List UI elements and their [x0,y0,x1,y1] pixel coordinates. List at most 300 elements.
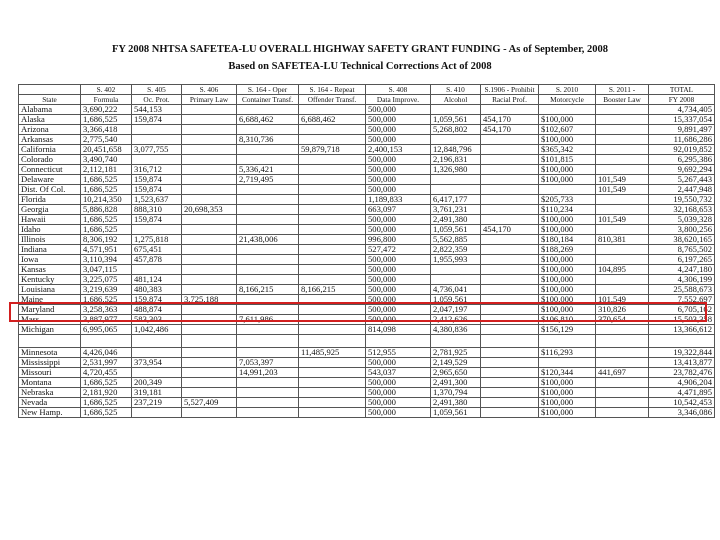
amount-cell: 1,686,525 [81,378,132,388]
amount-cell [596,245,649,255]
amount-cell: 5,527,409 [182,398,237,408]
amount-cell [596,285,649,295]
state-cell: Illinois [19,235,81,245]
amount-cell [237,205,299,215]
amount-cell [299,175,366,185]
amount-cell: 3,490,740 [81,155,132,165]
amount-cell: 500,000 [366,388,431,398]
amount-cell [481,408,539,418]
state-cell: Iowa [19,255,81,265]
total-cell: 6,295,386 [649,155,715,165]
amount-cell [237,275,299,285]
total-cell: 4,734,405 [649,105,715,115]
amount-cell: $116,293 [539,348,596,358]
spacer-row [19,335,715,348]
header-cell: S. 164 - Oper [237,85,299,95]
amount-cell: 480,383 [132,285,182,295]
total-cell: 4,471,895 [649,388,715,398]
table-row [19,165,715,175]
amount-cell [481,335,539,348]
header-cell: S. 406 [182,85,237,95]
total-cell: 13,413,877 [649,358,715,368]
amount-cell: 1,059,561 [431,225,481,235]
amount-cell: 454,170 [481,125,539,135]
table-body [19,105,715,418]
state-cell: Maine [19,295,81,305]
amount-cell [132,348,182,358]
amount-cell [182,275,237,285]
amount-cell: 500,000 [366,285,431,295]
amount-cell [132,265,182,275]
amount-cell: $102,607 [539,125,596,135]
amount-cell: 500,000 [366,265,431,275]
amount-cell [539,105,596,115]
amount-cell: 457,878 [132,255,182,265]
amount-cell [431,275,481,285]
header-cell: S.1906 - Prohibit [481,85,539,95]
amount-cell [596,348,649,358]
amount-cell: 2,491,380 [431,215,481,225]
amount-cell: 159,874 [132,115,182,125]
amount-cell [132,335,182,348]
amount-cell: 3,219,639 [81,285,132,295]
state-cell [19,335,81,348]
amount-cell: $188,269 [539,245,596,255]
amount-cell: 319,181 [132,388,182,398]
amount-cell: 454,170 [481,115,539,125]
amount-cell [596,155,649,165]
header-cell: Formula [81,95,132,105]
amount-cell: 8,306,192 [81,235,132,245]
amount-cell: $100,000 [539,165,596,175]
amount-cell: 3,366,418 [81,125,132,135]
state-cell: Kansas [19,265,81,275]
amount-cell [481,348,539,358]
total-cell: 15,337,054 [649,115,715,125]
amount-cell: $100,000 [539,175,596,185]
amount-cell: 10,214,350 [81,195,132,205]
amount-cell [182,265,237,275]
amount-cell: 159,874 [132,175,182,185]
amount-cell [132,135,182,145]
amount-cell: $156,129 [539,325,596,335]
amount-cell: $100,000 [539,285,596,295]
amount-cell: 1,059,561 [431,408,481,418]
amount-cell: 2,965,650 [431,368,481,378]
amount-cell: 373,954 [132,358,182,368]
table-row [19,145,715,155]
amount-cell [182,335,237,348]
table-row [19,368,715,378]
amount-cell: 6,417,177 [431,195,481,205]
amount-cell [481,265,539,275]
state-cell: Nebraska [19,388,81,398]
header-cell: Oc. Prot. [132,95,182,105]
amount-cell: $100,000 [539,305,596,315]
amount-cell [182,185,237,195]
amount-cell [481,255,539,265]
amount-cell [237,335,299,348]
amount-cell [481,398,539,408]
total-cell: 10,542,453 [649,398,715,408]
amount-cell [431,265,481,275]
table-row [19,195,715,205]
amount-cell: 1,059,561 [431,115,481,125]
amount-cell [481,185,539,195]
header-cell: S. 408 [366,85,431,95]
amount-cell: 4,380,836 [431,325,481,335]
amount-cell: 1,686,525 [81,175,132,185]
amount-cell: 12,848,796 [431,145,481,155]
amount-cell: 2,047,197 [431,305,481,315]
amount-cell [299,358,366,368]
amount-cell [237,255,299,265]
table-row [19,348,715,358]
state-cell: Connecticut [19,165,81,175]
amount-cell: $100,000 [539,275,596,285]
amount-cell [481,155,539,165]
amount-cell: $100,000 [539,215,596,225]
amount-cell [299,135,366,145]
amount-cell [481,325,539,335]
amount-cell: 3,725,188 [182,295,237,305]
state-cell: Dist. Of Col. [19,185,81,195]
amount-cell [481,388,539,398]
amount-cell: 3,761,231 [431,205,481,215]
header-cell [19,85,81,95]
amount-cell: 6,995,065 [81,325,132,335]
state-cell: Nevada [19,398,81,408]
amount-cell [539,358,596,368]
amount-cell [299,125,366,135]
amount-cell: 996,800 [366,235,431,245]
amount-cell [299,185,366,195]
amount-cell [299,388,366,398]
amount-cell [299,408,366,418]
amount-cell: 8,310,736 [237,135,299,145]
amount-cell [596,105,649,115]
amount-cell: 316,712 [132,165,182,175]
amount-cell [481,358,539,368]
state-cell: Mississippi [19,358,81,368]
amount-cell [237,408,299,418]
amount-cell [182,105,237,115]
amount-cell: 1,686,525 [81,215,132,225]
table-row [19,245,715,255]
amount-cell: 1,275,818 [132,235,182,245]
total-cell: 7,552,697 [649,295,715,305]
amount-cell: $106,810 [539,315,596,325]
amount-cell: 500,000 [366,125,431,135]
amount-cell: 500,000 [366,408,431,418]
header-cell: S. 410 [431,85,481,95]
amount-cell: 500,000 [366,105,431,115]
state-cell: Missouri [19,368,81,378]
header-row-section [19,85,715,95]
amount-cell [431,185,481,195]
amount-cell: 814,098 [366,325,431,335]
amount-cell [481,235,539,245]
header-cell: S. 2011 - [596,85,649,95]
amount-cell: 370,654 [596,315,649,325]
amount-cell [182,368,237,378]
amount-cell: $100,000 [539,265,596,275]
amount-cell [596,388,649,398]
amount-cell: 101,549 [596,175,649,185]
amount-cell: 1,059,561 [431,295,481,305]
amount-cell [596,255,649,265]
table-row [19,285,715,295]
amount-cell: 3,258,363 [81,305,132,315]
amount-cell: 1,370,794 [431,388,481,398]
amount-cell: 454,170 [481,225,539,235]
amount-cell [132,368,182,378]
header-cell: S. 405 [132,85,182,95]
amount-cell [182,235,237,245]
total-cell: 6,705,162 [649,305,715,315]
state-cell: Louisiana [19,285,81,295]
header-cell: Alcohol [431,95,481,105]
table-row [19,388,715,398]
table-row [19,125,715,135]
amount-cell [132,225,182,235]
amount-cell [182,215,237,225]
state-cell: California [19,145,81,155]
amount-cell [299,105,366,115]
amount-cell: 3,887,977 [81,315,132,325]
amount-cell: 2,822,359 [431,245,481,255]
amount-cell: $100,000 [539,225,596,235]
amount-cell [237,348,299,358]
header-cell: S. 402 [81,85,132,95]
table-row [19,265,715,275]
state-cell: Indiana [19,245,81,255]
amount-cell: 159,874 [132,185,182,195]
state-cell: Montana [19,378,81,388]
table-row [19,205,715,215]
amount-cell: 527,472 [366,245,431,255]
amount-cell [237,265,299,275]
amount-cell [481,285,539,295]
table-row [19,215,715,225]
amount-cell: 675,451 [132,245,182,255]
amount-cell: 6,688,462 [299,115,366,125]
table-row [19,105,715,115]
amount-cell [299,235,366,245]
highlight-box [9,302,707,322]
table-row [19,358,715,368]
amount-cell: 500,000 [366,295,431,305]
header-cell: Offender Transf. [299,95,366,105]
amount-cell [431,105,481,115]
amount-cell [481,195,539,205]
state-cell: Georgia [19,205,81,215]
amount-cell: 500,000 [366,215,431,225]
total-cell: 6,197,265 [649,255,715,265]
amount-cell: 159,874 [132,295,182,305]
amount-cell: 5,268,802 [431,125,481,135]
total-cell: 3,346,086 [649,408,715,418]
amount-cell: $100,000 [539,398,596,408]
amount-cell [431,135,481,145]
amount-cell [182,325,237,335]
amount-cell: 500,000 [366,185,431,195]
amount-cell: 4,720,455 [81,368,132,378]
table-row [19,175,715,185]
amount-cell: 810,381 [596,235,649,245]
amount-cell: 4,571,951 [81,245,132,255]
amount-cell: 544,153 [132,105,182,115]
total-cell: 3,800,256 [649,225,715,235]
amount-cell [299,265,366,275]
amount-cell: $100,000 [539,408,596,418]
amount-cell [182,115,237,125]
amount-cell: $100,000 [539,135,596,145]
amount-cell: $110,234 [539,205,596,215]
table-row [19,235,715,245]
funding-table [18,84,715,418]
amount-cell: 2,412,626 [431,315,481,325]
amount-cell: 1,326,980 [431,165,481,175]
total-cell: 23,782,476 [649,368,715,378]
amount-cell [596,115,649,125]
amount-cell: 101,549 [596,295,649,305]
amount-cell [182,358,237,368]
header-cell: S. 164 - Repeat [299,85,366,95]
amount-cell: 500,000 [366,225,431,235]
amount-cell: 1,523,637 [132,195,182,205]
amount-cell: 1,189,833 [366,195,431,205]
total-cell: 32,168,653 [649,205,715,215]
report-title: FY 2008 NHTSA SAFETEA-LU OVERALL HIGHWAY SAFETY GRANT FUNDING - As of September, 2008 [111,44,609,55]
amount-cell: $100,000 [539,255,596,265]
amount-cell [481,205,539,215]
amount-cell: 481,124 [132,275,182,285]
amount-cell: 1,955,993 [431,255,481,265]
table-row [19,398,715,408]
amount-cell: 11,485,925 [299,348,366,358]
total-cell: 9,692,294 [649,165,715,175]
amount-cell: 59,879,718 [299,145,366,155]
amount-cell: 500,000 [366,378,431,388]
amount-cell [596,205,649,215]
amount-cell: 500,000 [366,175,431,185]
amount-cell [237,388,299,398]
amount-cell [299,155,366,165]
amount-cell [299,368,366,378]
amount-cell: 5,886,828 [81,205,132,215]
amount-cell [132,155,182,165]
amount-cell [81,335,132,348]
total-cell: 19,550,732 [649,195,715,205]
amount-cell [237,185,299,195]
amount-cell [132,125,182,135]
state-cell: Colorado [19,155,81,165]
amount-cell: 6,688,462 [237,115,299,125]
amount-cell [596,275,649,285]
state-cell: Maryland [19,305,81,315]
total-cell: 2,447,948 [649,185,715,195]
amount-cell [596,335,649,348]
amount-cell: 4,426,046 [81,348,132,358]
amount-cell [481,245,539,255]
amount-cell: 3,077,755 [132,145,182,155]
state-cell: Kentucky [19,275,81,285]
header-cell: Motorcycle [539,95,596,105]
amount-cell: $100,000 [539,115,596,125]
amount-cell: 2,400,153 [366,145,431,155]
amount-cell: $365,342 [539,145,596,155]
amount-cell [237,398,299,408]
amount-cell: 500,000 [366,398,431,408]
amount-cell [299,245,366,255]
amount-cell [299,205,366,215]
amount-cell [596,195,649,205]
total-cell: 5,267,443 [649,175,715,185]
amount-cell [237,378,299,388]
header-cell: State [19,95,81,105]
amount-cell [299,195,366,205]
amount-cell [596,125,649,135]
amount-cell: 2,112,181 [81,165,132,175]
total-cell [649,335,715,348]
amount-cell [237,195,299,205]
amount-cell: 500,000 [366,305,431,315]
amount-cell [182,245,237,255]
amount-cell: 200,349 [132,378,182,388]
amount-cell: 2,531,997 [81,358,132,368]
amount-cell [182,378,237,388]
amount-cell: 441,697 [596,368,649,378]
table-header [19,85,715,105]
amount-cell [596,398,649,408]
amount-cell: 310,826 [596,305,649,315]
amount-cell: 2,491,300 [431,378,481,388]
total-cell: 4,247,180 [649,265,715,275]
header-cell: FY 2008 [649,95,715,105]
amount-cell: 21,438,006 [237,235,299,245]
amount-cell: 159,874 [132,215,182,225]
amount-cell [182,175,237,185]
amount-cell [539,335,596,348]
total-cell: 92,019,852 [649,145,715,155]
total-cell: 11,686,286 [649,135,715,145]
amount-cell [481,145,539,155]
amount-cell: 500,000 [366,358,431,368]
amount-cell: 237,219 [132,398,182,408]
total-cell: 19,322,844 [649,348,715,358]
amount-cell: 1,042,486 [132,325,182,335]
amount-cell: 663,097 [366,205,431,215]
amount-cell: 104,895 [596,265,649,275]
amount-cell: 2,719,495 [237,175,299,185]
amount-cell [596,408,649,418]
state-cell: Arkansas [19,135,81,145]
state-cell: Mass. [19,315,81,325]
amount-cell [596,325,649,335]
total-cell: 38,620,165 [649,235,715,245]
state-cell: Delaware [19,175,81,185]
state-cell: Alaska [19,115,81,125]
table-row [19,225,715,235]
total-cell: 4,306,199 [649,275,715,285]
amount-cell: 488,874 [132,305,182,315]
total-cell: 4,906,204 [649,378,715,388]
amount-cell: 2,775,540 [81,135,132,145]
amount-cell [481,275,539,285]
amount-cell: 500,000 [366,315,431,325]
state-cell: Idaho [19,225,81,235]
